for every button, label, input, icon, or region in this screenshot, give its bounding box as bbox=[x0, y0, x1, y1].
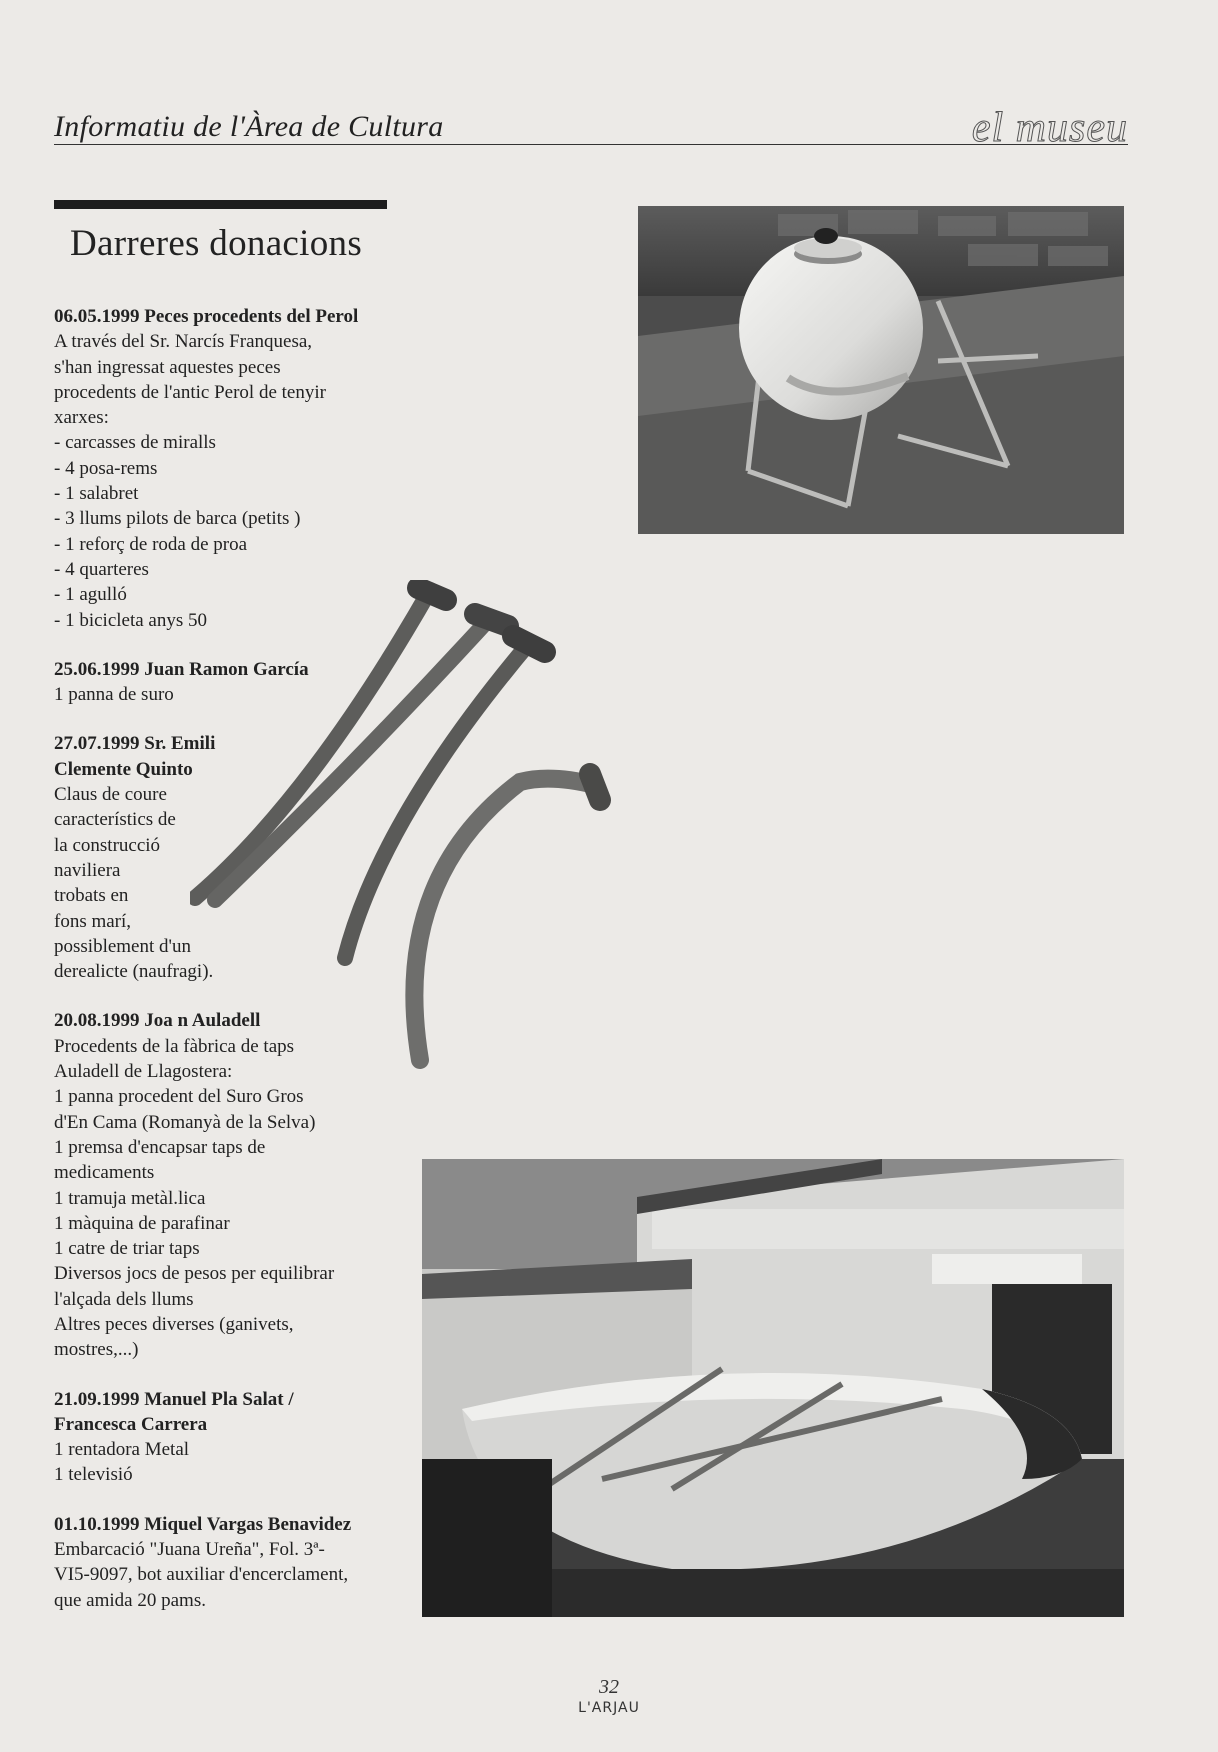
donation-heading: 27.07.1999 Sr. Emili bbox=[54, 733, 216, 755]
page-number: 32 bbox=[599, 1676, 619, 1698]
donation-line: - 1 agulló bbox=[54, 584, 127, 606]
donation-line: VI5-9097, bot auxiliar d'encerclament, bbox=[54, 1564, 349, 1586]
donation-line: 1 panna de suro bbox=[54, 684, 174, 706]
header-section-name: el museu bbox=[971, 105, 1128, 151]
donation-line: mostres,...) bbox=[54, 1339, 139, 1361]
donations-list bbox=[54, 304, 358, 1637]
donation-line: 1 televisió bbox=[54, 1464, 133, 1486]
photo-jar-on-stand bbox=[638, 206, 1124, 534]
donation-line: xarxes: bbox=[54, 407, 109, 429]
donation-heading: 21.09.1999 Manuel Pla Salat / bbox=[54, 1388, 294, 1410]
donation-line: l'alçada dels llums bbox=[54, 1288, 194, 1310]
donation-line: A través del Sr. Narcís Franquesa, bbox=[54, 331, 313, 353]
donation-line: que amida 20 pams. bbox=[54, 1589, 206, 1611]
donation-entry bbox=[54, 731, 358, 984]
donation-entry bbox=[54, 1387, 358, 1488]
header-section-title: Informatiu de l'Àrea de Cultura bbox=[54, 110, 444, 143]
donation-line: possiblement d'un bbox=[54, 935, 191, 957]
donation-line: - 4 quarteres bbox=[54, 558, 149, 580]
photo-boat bbox=[422, 1159, 1124, 1617]
donation-heading-cont: Francesca Carrera bbox=[54, 1413, 208, 1435]
donation-line: Auladell de Llagostera: bbox=[54, 1061, 233, 1083]
donation-line: - 1 bicicleta anys 50 bbox=[54, 609, 208, 631]
donation-line: - 1 salabret bbox=[54, 483, 139, 505]
donation-line: - carcasses de miralls bbox=[54, 432, 216, 454]
donation-line: 1 catre de triar taps bbox=[54, 1238, 200, 1260]
donation-line: Altres peces diverses (ganivets, bbox=[54, 1313, 294, 1335]
donation-line: s'han ingressat aquestes peces bbox=[54, 356, 281, 378]
donation-entry bbox=[54, 1512, 358, 1613]
donation-entry bbox=[54, 657, 358, 708]
donation-line: Embarcació "Juana Ureña", Fol. 3ª- bbox=[54, 1539, 325, 1561]
donation-heading-cont: Clemente Quinto bbox=[54, 758, 193, 780]
donation-line: característics de bbox=[54, 809, 176, 831]
donation-line: - 3 llums pilots de barca (petits ) bbox=[54, 508, 301, 530]
donation-entry bbox=[54, 1008, 358, 1362]
donation-heading: 06.05.1999 Peces procedents del Perol bbox=[54, 306, 359, 327]
donation-line: procedents de l'antic Perol de tenyir bbox=[54, 381, 326, 403]
article-title: Darreres donacions bbox=[70, 223, 363, 264]
donation-line: Procedents de la fàbrica de taps bbox=[54, 1035, 295, 1057]
donation-heading: 20.08.1999 Joa n Auladell bbox=[54, 1010, 261, 1032]
donation-line: medicaments bbox=[54, 1162, 155, 1184]
donation-line: 1 tramuja metàl.lica bbox=[54, 1187, 206, 1209]
donation-line: Claus de coure bbox=[54, 784, 167, 806]
donation-line: derealicte (naufragi). bbox=[54, 961, 214, 983]
donation-line: - 1 reforç de roda de proa bbox=[54, 533, 248, 555]
donation-heading: 25.06.1999 Juan Ramon García bbox=[54, 658, 309, 680]
donation-line: 1 premsa d'encapsar taps de bbox=[54, 1136, 266, 1158]
donation-line: Diversos jocs de pesos per equilibrar bbox=[54, 1263, 335, 1285]
donation-line: naviliera bbox=[54, 859, 121, 881]
page-header bbox=[54, 105, 1128, 151]
donation-line: 1 panna procedent del Suro Gros bbox=[54, 1086, 304, 1108]
donation-heading: 01.10.1999 Miquel Vargas Benavidez bbox=[54, 1513, 352, 1535]
title-rule bbox=[54, 200, 387, 209]
donation-line: 1 rentadora Metal bbox=[54, 1439, 190, 1461]
donation-line: 1 màquina de parafinar bbox=[54, 1212, 230, 1234]
donation-line: d'En Cama (Romanyà de la Selva) bbox=[54, 1111, 316, 1133]
donation-line: trobats en bbox=[54, 885, 129, 907]
donation-line: - 4 posa-rems bbox=[54, 457, 158, 479]
donation-line: la construcció bbox=[54, 834, 161, 856]
donation-line: fons marí, bbox=[54, 910, 132, 932]
donation-entry bbox=[54, 304, 358, 633]
magazine-logo: L'ARJAU bbox=[578, 1700, 640, 1716]
